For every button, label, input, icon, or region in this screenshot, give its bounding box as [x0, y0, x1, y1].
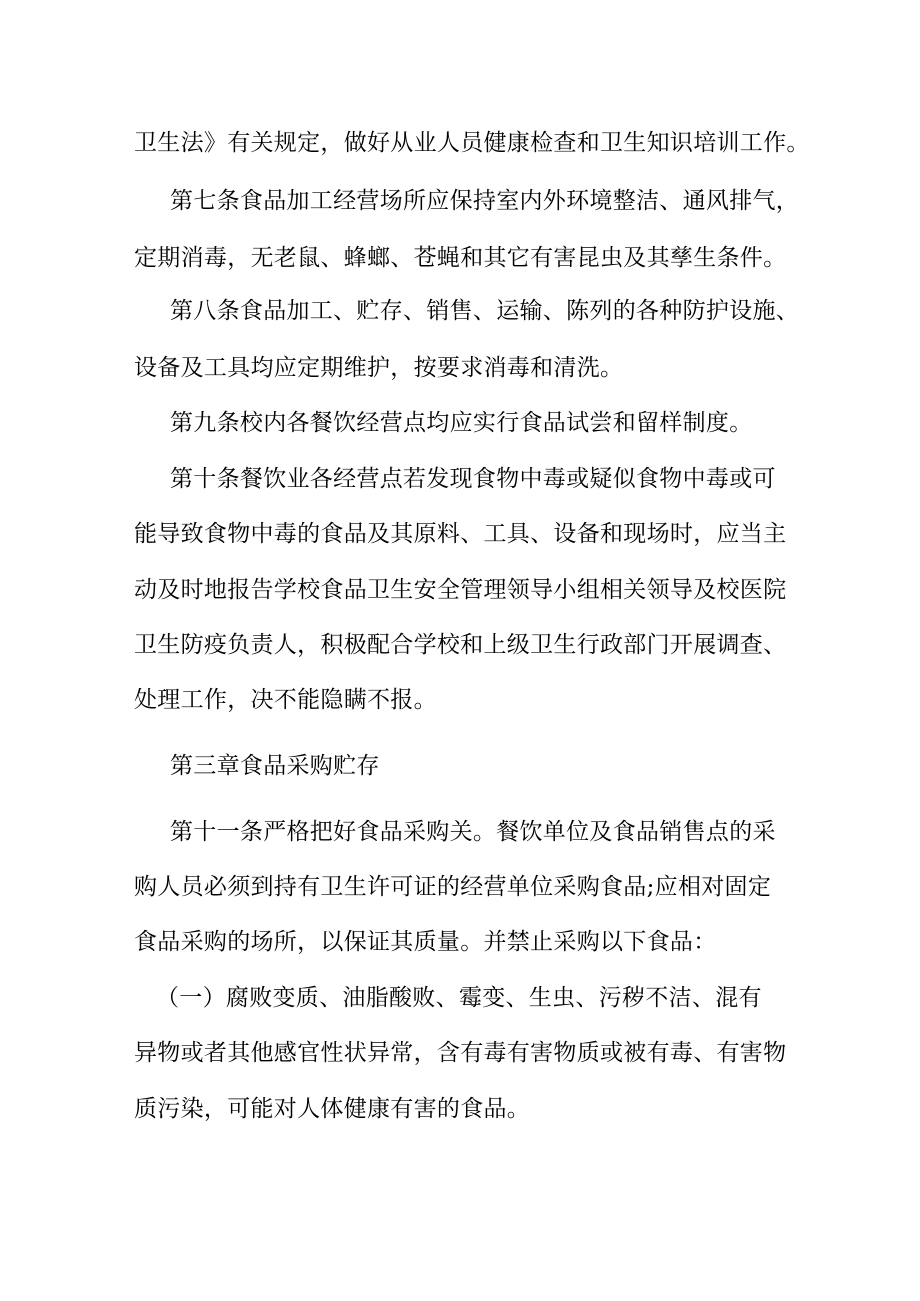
text-line-10: 卫生防疫负责人，积极配合学校和上级卫生行政部门开展调查、	[134, 632, 787, 658]
text-line-4: 第八条食品加工、贮存、销售、运输、陈列的各种防护设施、	[170, 298, 800, 324]
text-line-8: 能导致食物中毒的食品及其原料、工具、设备和现场时，应当主	[134, 521, 787, 547]
text-line-17: 异物或者其他感官性状异常，含有毒有害物质或被有毒、有害物	[134, 1040, 787, 1066]
text-line-3: 定期消毒，无老鼠、蜂螂、苍蝇和其它有害昆虫及其孳生条件。	[134, 245, 787, 271]
text-line-6: 第九条校内各餐饮经营点均应实行食品试尝和留样制度。	[170, 410, 753, 436]
text-line-9: 动及时地报告学校食品卫生安全管理领导小组相关领导及校医院	[134, 577, 787, 603]
text-line-5: 设备及工具均应定期维护，按要求消毒和清洗。	[134, 355, 624, 381]
text-line-16: （一）腐败变质、油脂酸败、霉变、生虫、污秽不洁、混有	[156, 985, 762, 1011]
text-line-14: 购人员必须到持有卫生许可证的经营单位采购食品;应相对固定	[134, 874, 772, 900]
text-line-11: 处理工作，决不能隐瞒不报。	[134, 687, 437, 713]
chapter-heading: 第三章食品采购贮存	[170, 753, 380, 779]
text-line-1: 卫生法》有关规定，做好从业人员健康检查和卫生知识培训工作。	[134, 130, 810, 156]
text-line-2: 第七条食品加工经营场所应保持室内外环境整洁、通风排气，	[170, 188, 800, 214]
text-line-18: 质污染，可能对人体健康有害的食品。	[134, 1096, 531, 1122]
text-line-7: 第十条餐饮业各经营点若发现食物中毒或疑似食物中毒或可	[170, 466, 776, 492]
text-line-13: 第十一条严格把好食品采购关。餐饮单位及食品销售点的采	[170, 819, 776, 845]
text-line-15: 食品采购的场所，以保证其质量。并禁止采购以下食品：	[134, 929, 717, 955]
